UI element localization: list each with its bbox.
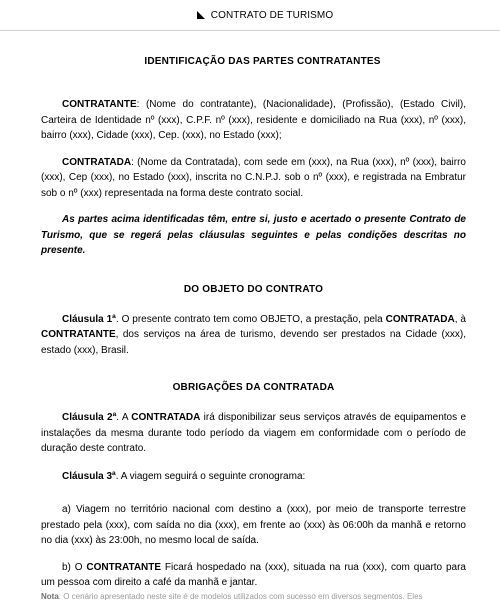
footnote: [41, 591, 471, 600]
paragraph-statement: As partes acima identificadas têm, entre si, justo e acertado o presente Contrato de Turismo, que se regerá pelas cláusulas seguintes e pelas condições descritas no presente.: [41, 214, 466, 256]
paragraph-clausula-2: [41, 410, 466, 457]
heading-identificacao: IDENTIFICAÇÃO DAS PARTES CONTRATANTES: [144, 56, 381, 67]
clausula-1-text-c: , dos serviços na área de turismo, devendo ser prestados na Cidade (xxx), estado (xxx), Brasil.: [41, 329, 466, 356]
paragraph-clausula-3: [41, 469, 466, 485]
item-b-bold: CONTRATANTE: [86, 561, 162, 573]
clausula-3-text: . A viagem seguirá o seguinte cronograma:: [115, 470, 306, 482]
footnote-label: Nota: [41, 592, 59, 600]
list-item-a: a) Viagem no território nacional com destino a (xxx), por meio de transporte terrestre prestado pela (xxx), com saída no dia (xxx), em frente ao (xxx) às 06:00h da manhã e retorno no dia (xxx) às 23:00h, no mesmo local de saída.: [41, 504, 466, 546]
clausula-2-text-b: irá disponibilizar seus serviços através de equipamentos e instalações da mesma durante todo período da viagem em conformidade com o período de duração deste contrato.: [41, 412, 467, 454]
contratada-label: CONTRATADA: [62, 156, 132, 168]
contratada-text: : (Nome da Contratada), com sede em (xxx), na Rua (xxx), nº (xxx), bairro (xxx), Cep (xxx), no Estado (xxx), inscrita no C.N.P.J. sob o nº (xxx), e registrada na Embratur sob o nº (xxx) representada na forma deste contrato social.: [41, 156, 466, 199]
document-title: CONTRATO DE TURISMO: [210, 10, 334, 21]
footnote-text: : O cenário apresentado neste site é de modelos utilizados com sucesso em diversos segmentos. Eles: [58, 592, 423, 600]
clausula-3-label: Cláusula 3ª: [62, 470, 116, 482]
triangle-marker-icon: [197, 11, 205, 19]
paragraph-clausula-1: [41, 312, 466, 359]
clausula-1-text-b: , à: [454, 313, 466, 325]
clausula-2-text-a: . A: [116, 412, 132, 423]
paragraph-contratante: [41, 97, 466, 144]
document-header: [0, 9, 500, 23]
item-b-text: Ficará hospedado na (xxx), situada na rua (xxx), com quarto para um pessoa com direito a café da manhã e jantar.: [41, 561, 466, 588]
heading-objeto: DO OBJETO DO CONTRATO: [183, 283, 324, 295]
clausula-2-bold: CONTRATADA: [131, 412, 201, 423]
clausula-1-text-a: . O presente contrato tem como OBJETO, a prestação, pela: [115, 313, 386, 325]
paragraph-contratada: [41, 155, 466, 202]
heading-obrigacoes: OBRIGAÇÕES DA CONTRATADA: [172, 382, 335, 393]
clausula-1-label: Cláusula 1ª: [62, 313, 116, 325]
list-item-b: [41, 560, 466, 591]
document-body: [41, 54, 466, 591]
clausula-1-bold-a: CONTRATADA: [385, 313, 455, 325]
item-b-prefix: b) O: [62, 561, 87, 573]
clausula-2-label: Cláusula 2ª: [62, 412, 117, 423]
clausula-1-bold-b: CONTRATANTE: [41, 329, 116, 340]
header-divider: [0, 30, 500, 31]
contratante-label: CONTRATANTE: [62, 99, 137, 110]
contratante-text: : (Nome do contratante), (Nacionalidade), (Profissão), (Estado Civil), Carteira de Identidade nº (xxx), C.P.F. nº (xxx), residente e domiciliado na Rua (xxx), nº (xxx), bairro (xxx), Cidade (xxx), Cep. (xxx), no Estado (xxx);: [41, 99, 466, 141]
